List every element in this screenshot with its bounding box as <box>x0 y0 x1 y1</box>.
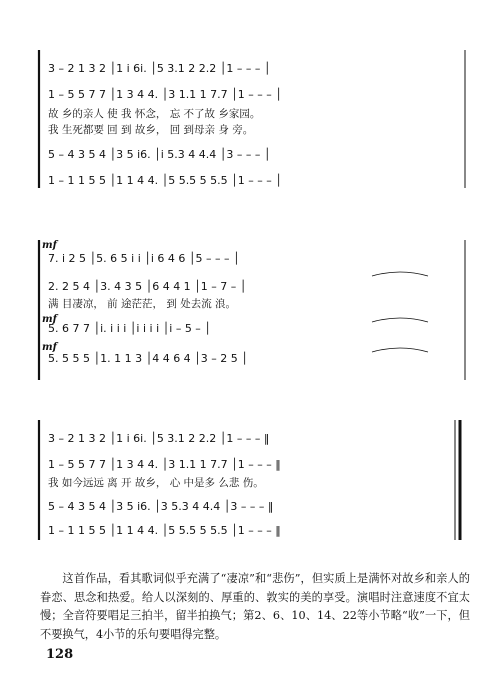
score-row: 5 – 4 3 5 4 │3 5 i6. │3 5.3 4 4.4 │3 – – – ‖ <box>48 500 274 513</box>
tie-arc <box>372 272 428 276</box>
score-row: 1 – 5 5 7 7 │1 3 4 4. │3 1.1 1 7.7 │1 – – – ‖ <box>48 458 281 471</box>
tie-arc <box>372 318 428 322</box>
lyric-line: 我 如今远远 离 开 故乡， 心 中是多 么悲 伤。 <box>48 477 264 489</box>
score-system-2 <box>39 240 465 380</box>
score-row: 5 – 4 3 5 4 │3 5 i6. │i 5.3 4 4.4 │3 – – – │ <box>48 148 271 161</box>
score-row: 3 – 2 1 3 2 │1 i 6i. │5 3.1 2 2.2 │1 – – – ‖ <box>48 432 270 445</box>
score-row: 5. 5 5 5 │1. 1 1 3 │4 4 6 4 │3 – 2 5 │ <box>48 352 248 365</box>
score-row: 1 – 1 1 5 5 │1 1 4 4. │5 5.5 5 5.5 │1 – – – │ <box>48 174 282 187</box>
commentary-paragraph <box>40 570 470 644</box>
dynamic-mark: mf <box>42 240 57 251</box>
lyric-line: 满 目凄凉， 前 途茫茫， 到 处去流 浪。 <box>48 298 237 310</box>
dynamic-mark: mf <box>42 342 57 353</box>
page-number: 128 <box>46 647 74 662</box>
lyric-line: 故 乡的亲人 使 我 怀念， 忘 不了故 乡家园。 <box>48 108 261 120</box>
dynamic-mark: mf <box>42 314 57 325</box>
score-row: 1 – 5 5 7 7 │1 3 4 4. │3 1.1 1 7.7 │1 – – – │ <box>48 88 282 101</box>
commentary-text: 这首作品，看其歌词似乎充满了“凄凉”和“悲伤”，但实质上是满怀对故乡和亲人的眷恋、思念和热爱。给人以深刻的、厚重的、敦实的美的享受。演唱时注意速度不宜太慢；全音符要唱足三拍半，留半拍换气；第2、6、10、14、22等小节略“收”一下，但不要换气，4小节的乐句要唱得完整。 <box>40 572 470 641</box>
tie-arc <box>372 348 428 352</box>
score-row: 1 – 1 1 5 5 │1 1 4 4. │5 5.5 5 5.5 │1 – – – ‖ <box>48 524 281 537</box>
score-row: 5. 6 7 7 │i. i i i │i i i i │i – 5 – │ <box>48 322 211 335</box>
score-row: 2. 2 5 4 │3. 4 3 5 │6 4 4 1 │1 – 7 – │ <box>48 280 247 293</box>
score-row: 3 – 2 1 3 2 │1 i 6i. │5 3.1 2 2.2 │1 – – – │ <box>48 62 271 75</box>
score-row: 7. i 2 5 │5. 6 5 i i │i 6 4 6 │5 – – – │ <box>48 252 240 265</box>
score-system-3 <box>39 420 460 540</box>
score-system-1 <box>39 50 465 188</box>
lyric-line: 我 生死都要 回 到 故乡， 回 到母亲 身 旁。 <box>48 124 254 136</box>
